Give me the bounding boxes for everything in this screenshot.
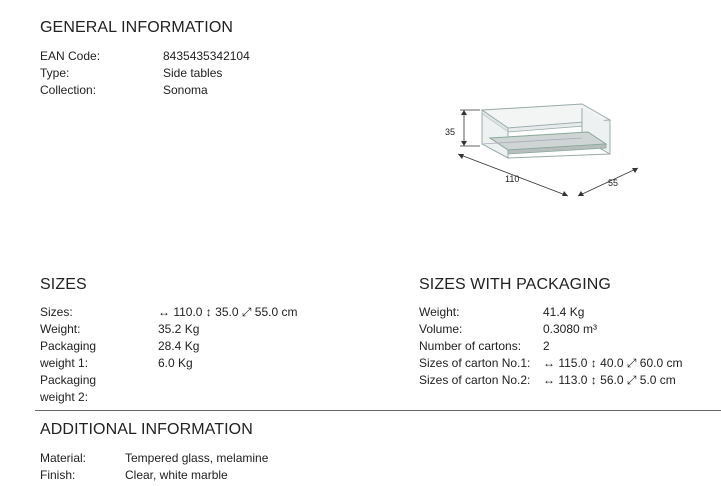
weight-value: 35.2 Kg: [158, 322, 200, 336]
sizes-title: SIZES: [40, 276, 87, 293]
finish-value: Clear, white marble: [125, 468, 228, 482]
material-value: Tempered glass, melamine: [125, 451, 269, 465]
material-label: Material:: [40, 451, 87, 465]
carton-2-value: ↔ 113.0 ↕ 56.0 ⤢ 5.0 cm: [543, 373, 676, 387]
length-dim-label: 110: [505, 174, 520, 184]
packaging-weight-2-label-line1: Packaging: [40, 373, 97, 387]
height-dim-label: 35: [445, 127, 456, 137]
depth-dim-label: 55: [608, 178, 619, 188]
packaging-weight-2-value: 6.0 Kg: [158, 356, 193, 370]
weight-label: Weight:: [40, 322, 81, 336]
sizes-label: Sizes:: [40, 305, 73, 319]
finish-label: Finish:: [40, 468, 76, 482]
type-value: Side tables: [163, 66, 223, 80]
packaging-weight-1-label-line1: Packaging: [40, 339, 97, 353]
pkg-weight-value: 41.4 Kg: [543, 305, 585, 319]
ean-code-label: EAN Code:: [40, 49, 101, 63]
additional-info-title: ADDITIONAL INFORMATION: [40, 421, 253, 438]
pkg-volume-value: 0.3080 m³: [543, 322, 598, 336]
section-divider: [35, 410, 721, 411]
pkg-weight-label: Weight:: [419, 305, 460, 319]
general-info-title: GENERAL INFORMATION: [40, 19, 234, 36]
carton-1-label: Sizes of carton No.1:: [419, 356, 531, 370]
type-label: Type:: [40, 66, 70, 80]
sizes-with-packaging-title: SIZES WITH PACKAGING: [419, 276, 611, 293]
packaging-weight-2-label-line2: weight 2:: [40, 390, 89, 404]
collection-value: Sonoma: [163, 83, 208, 97]
pkg-cartons-value: 2: [543, 339, 550, 353]
ean-code-value: 8435435342104: [163, 49, 250, 63]
pkg-volume-label: Volume:: [419, 322, 463, 336]
sizes-value: ↔ 110.0 ↕ 35.0 ⤢ 55.0 cm: [158, 305, 298, 319]
carton-1-value: ↔ 115.0 ↕ 40.0 ⤢ 60.0 cm: [543, 356, 683, 370]
packaging-weight-1-label-line2: weight 1:: [40, 356, 89, 370]
pkg-cartons-label: Number of cartons:: [419, 339, 522, 353]
collection-label: Collection:: [40, 83, 97, 97]
leg-base-front-line: [508, 154, 610, 158]
carton-2-label: Sizes of carton No.2:: [419, 373, 531, 387]
product-dimension-figure: [438, 98, 650, 202]
packaging-weight-1-value: 28.4 Kg: [158, 339, 200, 353]
